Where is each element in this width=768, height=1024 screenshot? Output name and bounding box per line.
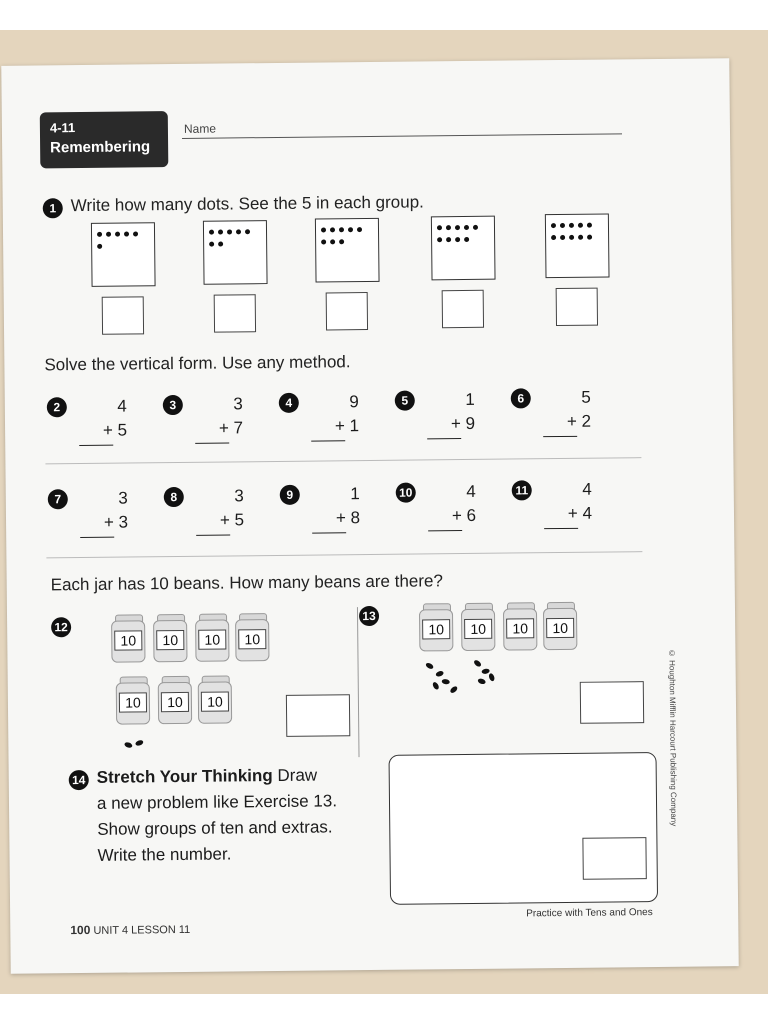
problem-number: 6	[511, 388, 531, 408]
addend-bottom: + 9	[450, 413, 476, 434]
dot-frame	[431, 216, 496, 281]
problem-number: 7	[48, 489, 68, 509]
dot	[560, 235, 565, 240]
dot-row	[97, 231, 138, 236]
dot	[227, 229, 232, 234]
exercise-12-number: 12	[51, 617, 71, 637]
lesson-code: 4-11	[49, 120, 76, 136]
bean-jar	[195, 613, 230, 661]
dot	[473, 225, 478, 230]
addend-bottom: + 6	[451, 505, 477, 526]
exercise-14-number: 14	[69, 770, 89, 790]
dot-row	[551, 223, 592, 228]
dot-row	[209, 242, 223, 247]
loose-bean	[477, 678, 486, 685]
loose-bean	[124, 741, 133, 748]
section-divider	[357, 607, 360, 757]
dot	[209, 242, 214, 247]
unit-lesson: UNIT 4 LESSON 11	[93, 923, 191, 937]
jar-label: 10	[422, 619, 450, 639]
dot	[218, 242, 223, 247]
addend-top: 1	[350, 484, 360, 504]
jar-label: 10	[156, 630, 184, 650]
answer-line[interactable]	[543, 436, 577, 437]
exercise-14-answer-box[interactable]	[582, 837, 646, 880]
dot	[551, 235, 556, 240]
dot	[339, 239, 344, 244]
problem-number: 11	[512, 480, 532, 500]
vertical-problem	[512, 480, 603, 541]
addend-top: 3	[118, 488, 128, 508]
jar-label: 10	[546, 618, 574, 638]
dot	[357, 227, 362, 232]
dot-frame	[91, 222, 156, 287]
bean-jar	[116, 676, 151, 724]
vertical-problem	[511, 388, 602, 449]
dot	[124, 232, 129, 237]
dot-row	[551, 235, 592, 240]
dot	[115, 232, 120, 237]
dot-row	[437, 237, 469, 242]
jar-label: 10	[198, 630, 226, 650]
dot	[464, 237, 469, 242]
dot	[209, 230, 214, 235]
exercise-1-answer-box[interactable]	[326, 292, 368, 330]
dot	[446, 225, 451, 230]
lesson-title: Remembering	[50, 138, 151, 157]
jar-label: 10	[114, 630, 142, 650]
loose-bean	[449, 685, 458, 694]
jar-label: 10	[506, 618, 534, 638]
addend-bottom: + 5	[219, 510, 245, 530]
divider-line	[46, 551, 642, 558]
answer-line[interactable]	[544, 528, 578, 529]
dot	[569, 223, 574, 228]
vertical-instruction: Solve the vertical form. Use any method.	[44, 352, 351, 375]
vertical-problem	[47, 396, 138, 457]
addend-bottom: + 3	[103, 512, 129, 532]
jar-label: 10	[238, 629, 266, 649]
exercise-1-instruction: Write how many dots. See the 5 in each group.	[70, 192, 424, 216]
dot	[587, 223, 592, 228]
beans-instruction: Each jar has 10 beans. How many beans are there?	[50, 571, 443, 595]
dot	[464, 225, 469, 230]
dot	[97, 232, 102, 237]
addend-top: 3	[233, 394, 243, 414]
dot	[133, 231, 138, 236]
addend-bottom: + 8	[335, 508, 361, 528]
vertical-problem	[279, 392, 370, 453]
answer-line[interactable]	[427, 438, 461, 439]
jar-label: 10	[464, 619, 492, 639]
problem-number: 5	[395, 391, 415, 411]
loose-bean	[435, 670, 444, 677]
dot	[455, 237, 460, 242]
top-background	[0, 0, 768, 30]
exercise-13-answer-box[interactable]	[580, 681, 644, 724]
dot-row	[97, 244, 102, 249]
addend-bottom: + 1	[334, 416, 360, 436]
dot	[587, 235, 592, 240]
dot	[236, 229, 241, 234]
dot	[578, 223, 583, 228]
dot	[437, 237, 442, 242]
answer-line[interactable]	[311, 440, 345, 441]
dot	[551, 223, 556, 228]
stretch-line-1: Draw	[277, 765, 318, 785]
drawing-area[interactable]	[389, 752, 659, 905]
jar-label: 10	[201, 691, 229, 711]
answer-line[interactable]	[79, 445, 113, 446]
dot	[321, 227, 326, 232]
dot	[330, 239, 335, 244]
answer-line[interactable]	[80, 537, 114, 538]
addend-top: 4	[466, 481, 476, 501]
dot-frame	[203, 220, 268, 285]
worksheet-page	[1, 58, 738, 974]
addend-top: 4	[117, 396, 127, 416]
loose-bean	[441, 679, 450, 685]
name-label: Name	[183, 121, 217, 136]
loose-bean	[432, 681, 440, 690]
bean-jar	[198, 675, 233, 723]
stretch-line-2: a new problem like Exercise 13.	[96, 791, 338, 813]
vertical-problem	[396, 482, 487, 543]
lesson-badge	[40, 111, 169, 168]
lesson-topic: Practice with Tens and Ones	[526, 907, 653, 920]
answer-line[interactable]	[195, 442, 229, 443]
dot	[569, 235, 574, 240]
exercise-1-answer-box[interactable]	[556, 288, 598, 326]
addend-bottom: + 7	[218, 418, 244, 438]
addend-top: 9	[349, 392, 359, 412]
exercise-1-number: 1	[43, 198, 63, 218]
addend-top: 5	[581, 387, 591, 407]
dot	[321, 239, 326, 244]
bean-jar	[153, 614, 188, 662]
page-number: 100	[70, 922, 91, 938]
dot-frame	[315, 218, 380, 283]
jar-label: 10	[161, 692, 189, 712]
bean-jar	[503, 602, 538, 650]
loose-bean	[425, 662, 434, 670]
loose-bean	[135, 739, 144, 746]
dot-row	[209, 229, 250, 234]
dot	[348, 227, 353, 232]
exercise-1-answer-box[interactable]	[102, 296, 144, 334]
vertical-problem	[280, 484, 371, 545]
bean-jar	[461, 603, 496, 651]
bean-jar	[111, 614, 146, 662]
dot-row	[321, 227, 362, 232]
stretch-prompt	[97, 762, 388, 869]
loose-bean	[488, 673, 495, 682]
dot	[330, 227, 335, 232]
name-field[interactable]	[182, 133, 622, 139]
bottom-background	[0, 994, 768, 1024]
dot	[437, 225, 442, 230]
bean-jar	[158, 676, 193, 724]
page-footer-left	[70, 922, 190, 937]
dot-row	[437, 225, 478, 230]
bean-jar	[235, 613, 270, 661]
bean-jar	[543, 602, 578, 650]
vertical-problem	[395, 390, 486, 451]
divider-line	[45, 457, 641, 464]
dot	[560, 223, 565, 228]
addend-top: 4	[582, 479, 592, 499]
exercise-13-number: 13	[359, 606, 379, 626]
answer-line[interactable]	[196, 534, 230, 535]
loose-bean	[473, 659, 482, 668]
addend-bottom: + 2	[566, 411, 592, 431]
vertical-problem	[163, 394, 254, 455]
problem-number: 10	[396, 483, 416, 503]
answer-line[interactable]	[428, 530, 462, 531]
bean-jar	[419, 603, 454, 651]
dot	[245, 229, 250, 234]
dot	[578, 235, 583, 240]
addend-top: 1	[465, 389, 475, 409]
addend-bottom: + 4	[567, 503, 593, 523]
exercise-12-answer-box[interactable]	[286, 694, 350, 737]
exercise-1-answer-box[interactable]	[214, 294, 256, 332]
problem-number: 2	[47, 397, 67, 417]
addend-bottom: + 5	[102, 420, 128, 440]
addend-top: 3	[234, 486, 244, 506]
problem-number: 3	[163, 395, 183, 415]
exercise-1-answer-box[interactable]	[442, 290, 484, 328]
answer-line[interactable]	[312, 532, 346, 533]
problem-number: 8	[164, 487, 184, 507]
dot	[446, 237, 451, 242]
dot-frame	[545, 213, 610, 278]
dot	[106, 232, 111, 237]
problem-number: 9	[280, 485, 300, 505]
dot-row	[321, 239, 344, 244]
copyright-notice: © Houghton Mifflin Harcourt Publishing Company	[667, 648, 679, 827]
vertical-problem	[164, 486, 255, 547]
jar-label: 10	[119, 692, 147, 712]
dot	[455, 225, 460, 230]
dot	[339, 227, 344, 232]
stretch-title: Stretch Your Thinking	[96, 766, 273, 787]
dot	[97, 244, 102, 249]
problem-number: 4	[279, 393, 299, 413]
stretch-line-4: Write the number.	[97, 844, 232, 865]
stretch-line-3: Show groups of ten and extras.	[97, 817, 333, 839]
dot	[218, 230, 223, 235]
vertical-problem	[48, 488, 139, 549]
